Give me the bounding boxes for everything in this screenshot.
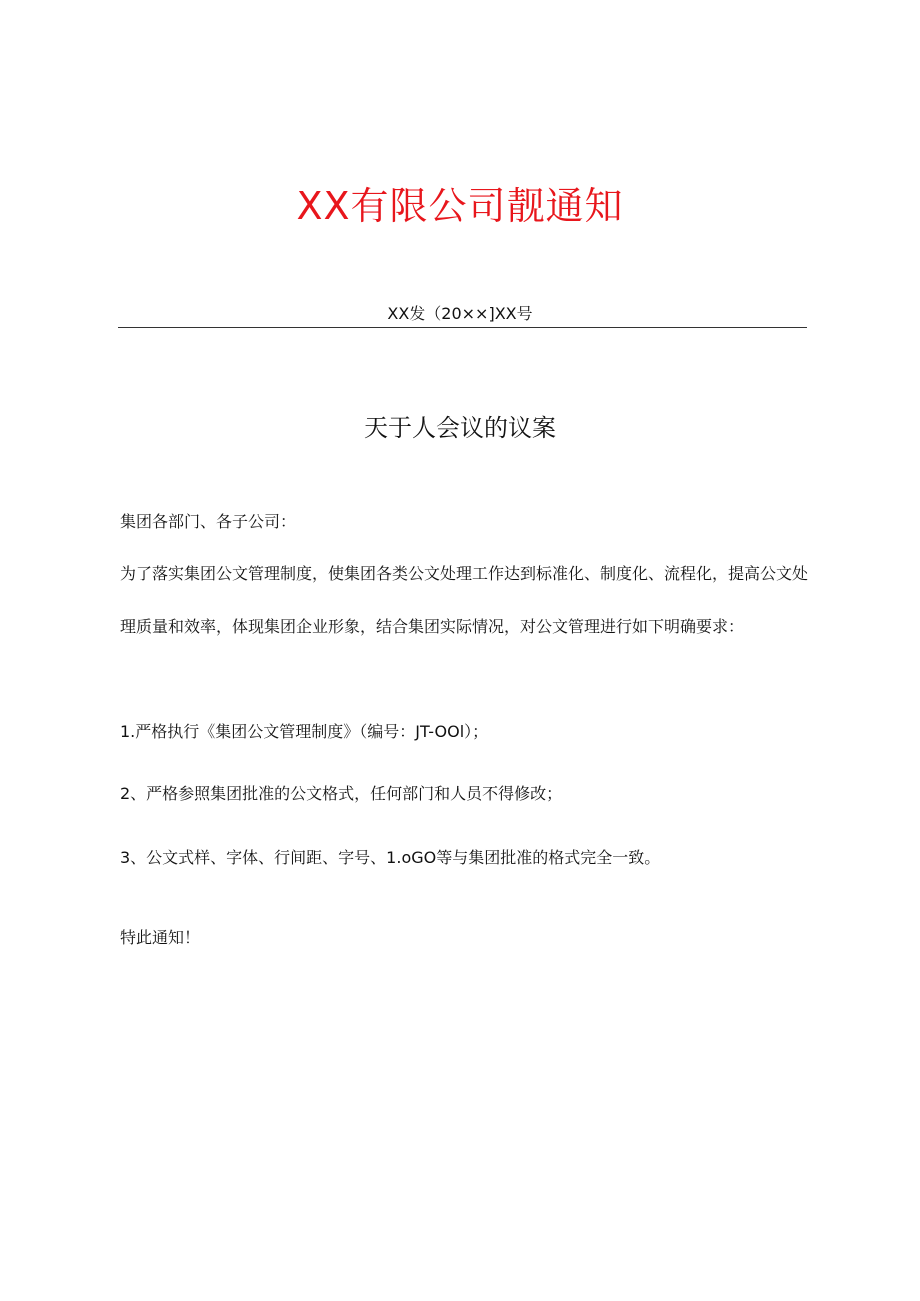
document-number: XX发（20××]XX号: [387, 304, 533, 323]
intro-paragraph: 为了落实集团公文管理制度，使集团各类公文处理工作达到标准化、制度化、流程化，提高公文处理质量和效率，体现集团企业形象，结合集团实际情况，对公文管理进行如下明确要求：: [120, 564, 809, 636]
requirement-item-1: 1.严格执行《集团公文管理制度》（编号：JT-OOl）；: [120, 722, 489, 741]
requirement-item-3: 3、公文式样、字体、行间距、字号、1.oGO等与集团批准的格式完全一致。: [120, 848, 661, 867]
requirement-item-2: 2、严格参照集团批准的公文格式，任何部门和人员不得修改；: [120, 784, 563, 803]
closing-remark: 特此通知！: [120, 928, 201, 947]
document-title: XX有限公司靓通知: [296, 184, 624, 228]
document-subject: 天于人会议的议案: [364, 414, 556, 442]
header-divider: [118, 327, 807, 328]
salutation: 集团各部门、各子公司：: [120, 512, 297, 531]
